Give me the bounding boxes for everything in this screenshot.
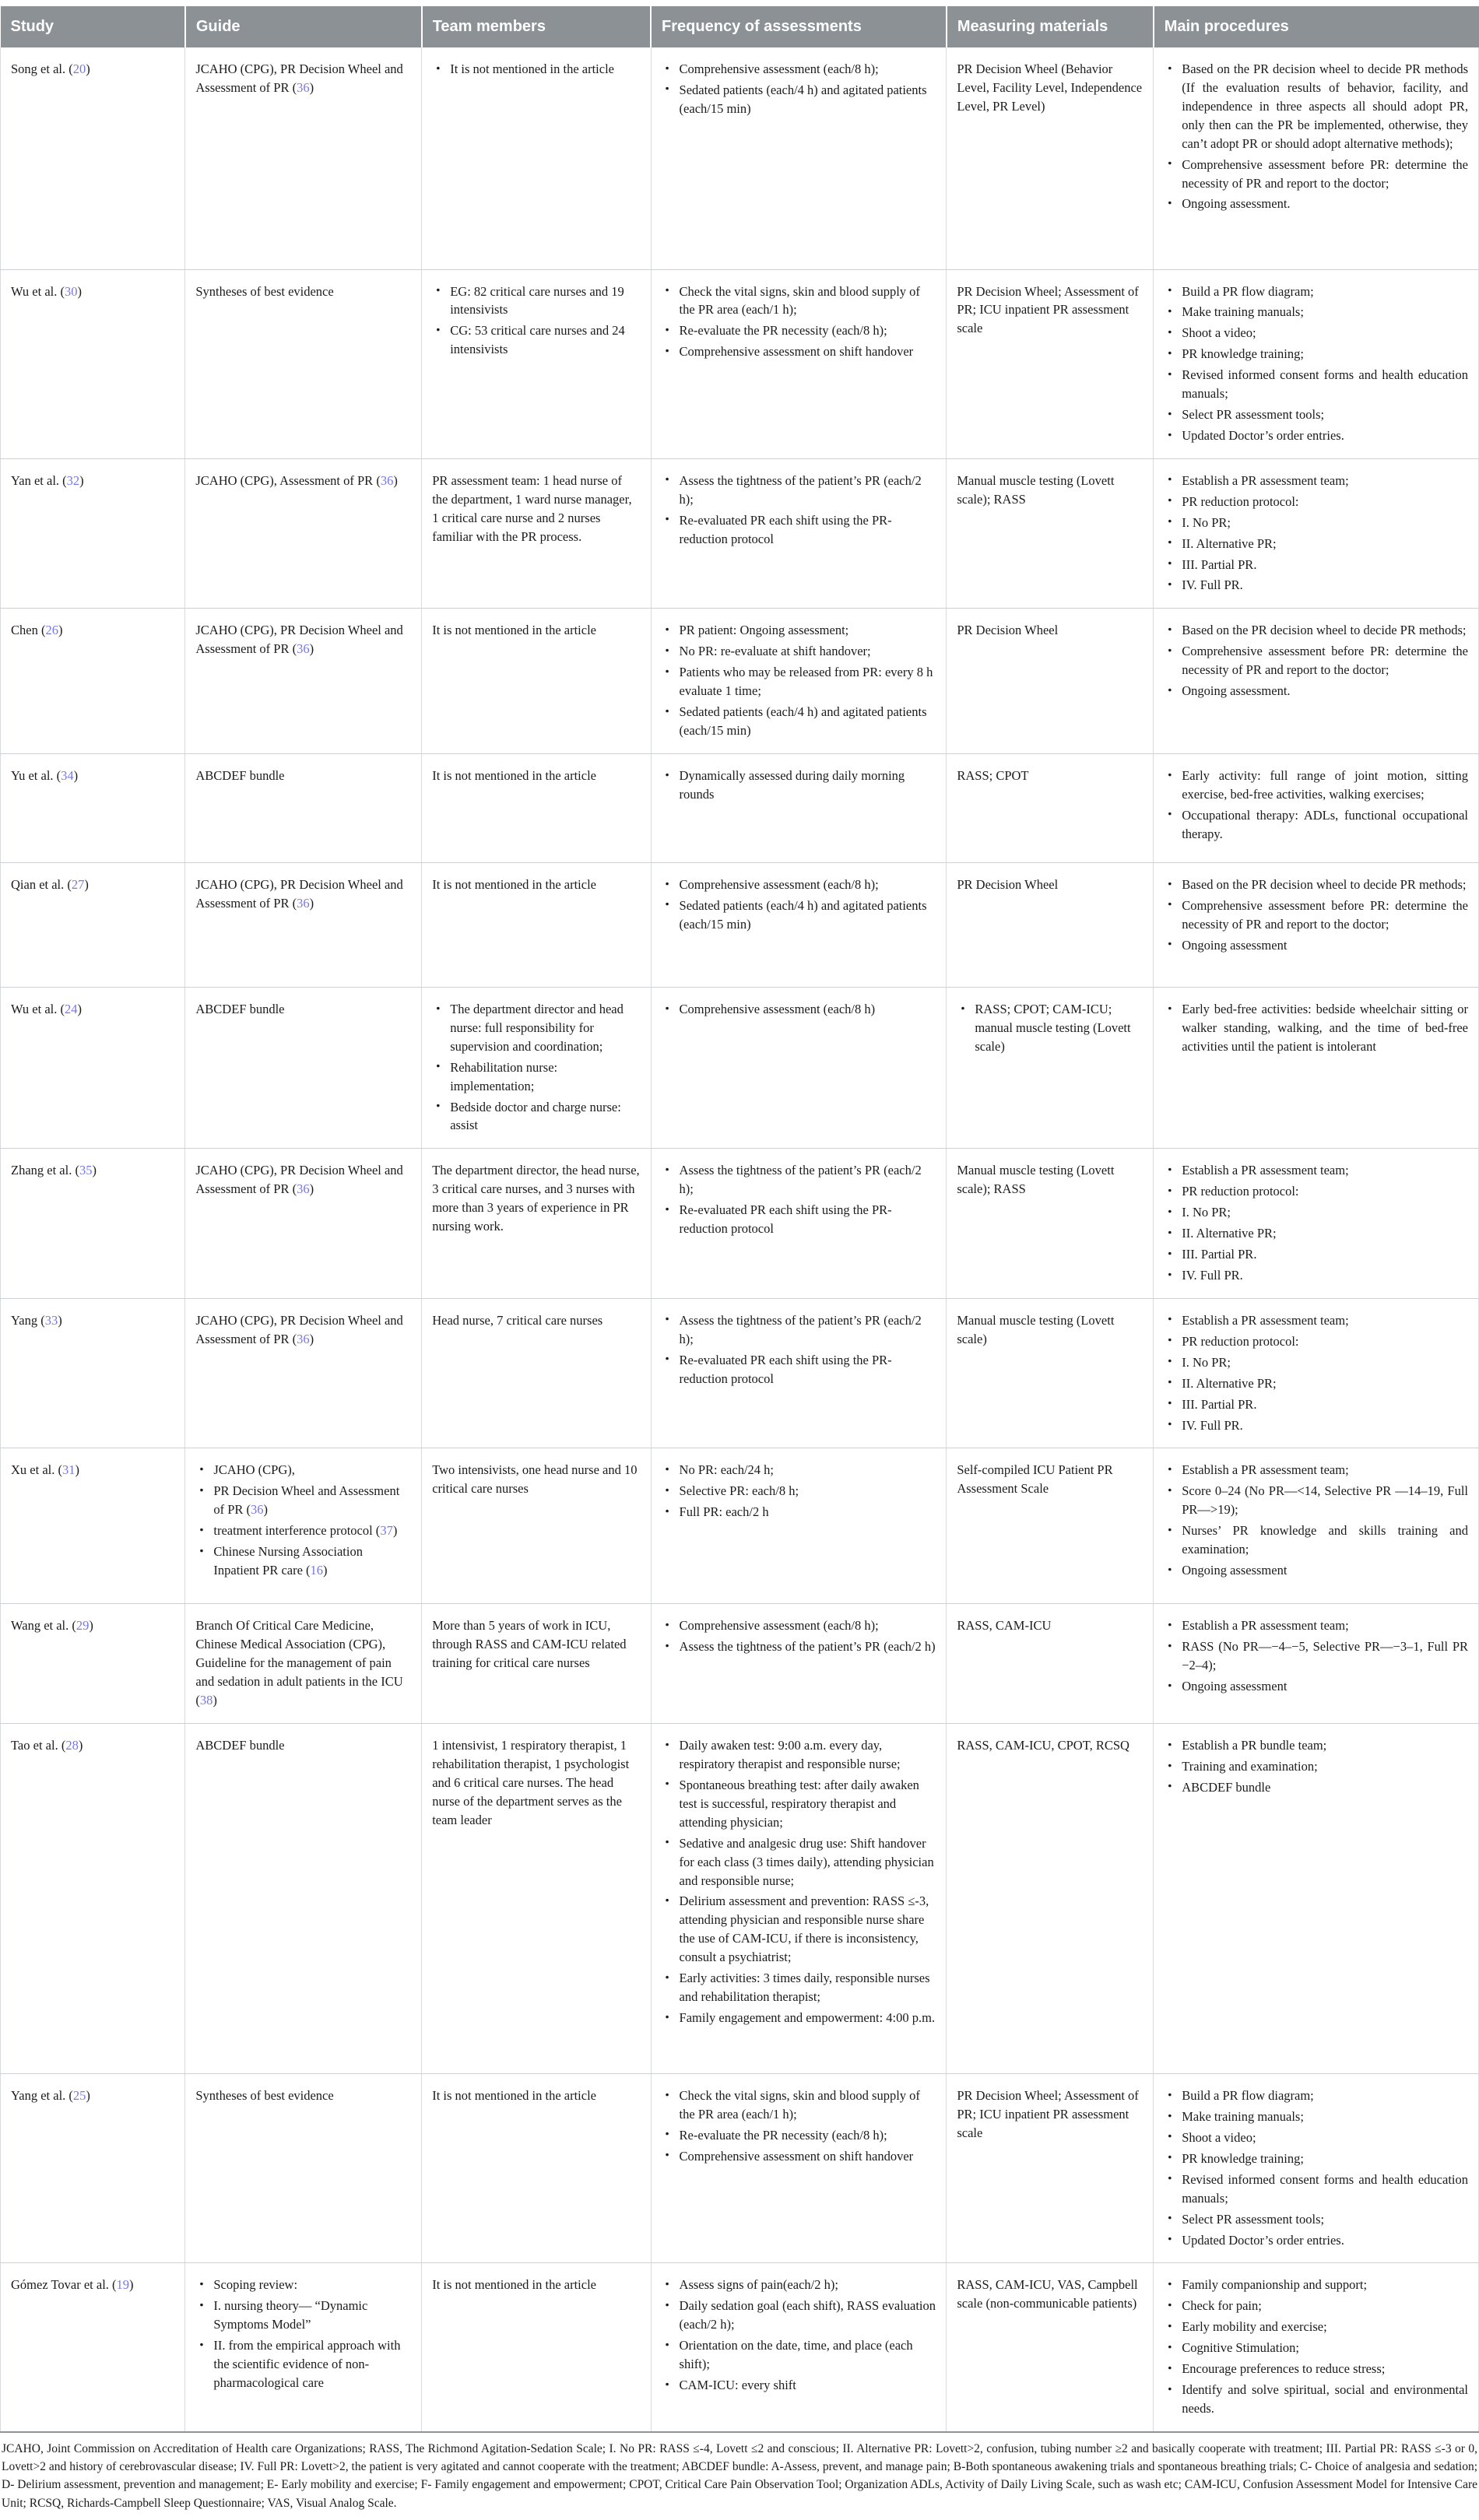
cell-line: ABCDEF bundle: [195, 1738, 285, 1753]
cell-main-procedures: [1154, 1298, 1479, 1448]
cell-line: RASS; CPOT: [957, 767, 1029, 783]
cell-study: [1, 2263, 185, 2432]
table-row: [1, 1298, 1479, 1448]
cell-line: ● Assess the tightness of the patient’s PR (each/2 h);: [662, 472, 936, 509]
citation-link[interactable]: 36: [251, 1502, 264, 1518]
cell-line: PR Decision Wheel; Assessment of PR; ICU inpatient PR assessment scale: [957, 2088, 1139, 2140]
cell-measuring-materials: [947, 1604, 1154, 1724]
citation-link[interactable]: 32: [66, 472, 80, 488]
cell-team-members: [422, 2074, 651, 2263]
cell-line: PR Decision Wheel: [957, 623, 1059, 638]
cell-line: ● Family companionship and support;: [1164, 2276, 1468, 2294]
cell-line: ● PR knowledge training;: [1164, 345, 1468, 363]
table-row: [1, 609, 1479, 754]
cell-line: ABCDEF bundle: [195, 1001, 285, 1016]
citation-link[interactable]: 35: [79, 1163, 93, 1178]
cell-study: [1, 987, 185, 1148]
cell-line: ● Nurses’ PR knowledge and skills training and examination;: [1164, 1521, 1468, 1559]
citation-link[interactable]: 33: [44, 1312, 58, 1328]
cell-main-procedures: [1154, 862, 1479, 987]
column-header-measuring-materials: Measuring materials: [947, 6, 1154, 47]
cell-line: ● Assess the tightness of the patient’s PR (each/2 h);: [662, 1161, 936, 1199]
cell-main-procedures: [1154, 269, 1479, 458]
cell-line: ● Re-evaluated PR each shift using the PR-reduction protocol: [662, 511, 936, 549]
cell-line: ● Comprehensive assessment on shift handover: [662, 2147, 936, 2166]
cell-guide: [185, 458, 422, 609]
cell-main-procedures: [1154, 1149, 1479, 1299]
cell-line: ● Check the vital signs, skin and blood supply of the PR area (each/1 h);: [662, 2087, 936, 2124]
cell-main-procedures: [1154, 1724, 1479, 2074]
cell-frequency: [651, 1298, 947, 1448]
cell-frequency: [651, 458, 947, 609]
cell-team-members: [422, 269, 651, 458]
footnote: JCAHO, Joint Commission on Accreditation of Health care Organizations; RASS, The Richmond Agitation-Sedation Scale; I. No PR: RASS ≤-4, Lovett ≤2 and conscious; II. Alternative PR: Lovett>2, confusion, tubing number ≥2 and basically cooperate with treatment; III. Partial PR: RASS ≤-3 or 0, Lovett>2 and history of cerebrovascular disease; IV. Full PR: Lovett>2, the patient is very agitated and cannot cooperate with the treatment; ABCDEF bundle: A-Assess, prevent, and manage pain; B-Both spontaneous awakening trials and spontaneous breathing trials; C- Choice of analgesia and sedation; D- Delirium assessment, prevention and management; E- Early mobility and exercise; F- Family engagement and empowerment; CPOT, Critical Care Pain Observation Tool; Organization ADLs, Activity of Daily Living Scale, such as wash etc; CAM-ICU, Confusion Assessment Model for Intensive Care Unit; RCSQ, Richards-Campbell Sleep Questionnaire; VAS, Visual Analog Scale.: [2, 2441, 1477, 2510]
cell-line: The department director, the head nurse, 3 critical care nurses, and 3 nurses with more than 3 years of experience in PR nursing work.: [432, 1163, 640, 1234]
column-header-main-procedures: Main procedures: [1154, 6, 1479, 47]
cell-line: ● No PR: each/24 h;: [662, 1461, 936, 1479]
citation-link[interactable]: 29: [76, 1618, 90, 1634]
cell-line: ● Revised informed consent forms and health education manuals;: [1164, 2171, 1468, 2208]
cell-study: [1, 1298, 185, 1448]
table-row: [1, 1604, 1479, 1724]
cell-study: [1, 269, 185, 458]
cell-line: ● IV. Full PR.: [1164, 1266, 1468, 1285]
cell-line: Yu et al. (34): [11, 767, 79, 783]
cell-line: ● CAM-ICU: every shift: [662, 2376, 936, 2395]
cell-study: [1, 458, 185, 609]
cell-line: ● Identify and solve spiritual, social and environmental needs.: [1164, 2381, 1468, 2418]
cell-line: Self-compiled ICU Patient PR Assessment Scale: [957, 1462, 1113, 1497]
cell-line: ● Assess the tightness of the patient’s PR (each/2 h): [662, 1637, 936, 1656]
cell-line: JCAHO (CPG), Assessment of PR (36): [195, 472, 398, 488]
cell-guide: [185, 1298, 422, 1448]
citation-link[interactable]: 38: [199, 1693, 213, 1708]
cell-line: Wu et al. (24): [11, 1001, 82, 1016]
cell-line: ● I. No PR;: [1164, 1203, 1468, 1222]
cell-measuring-materials: [947, 47, 1154, 269]
cell-frequency: [651, 47, 947, 269]
cell-team-members: [422, 1298, 651, 1448]
cell-line: ● Comprehensive assessment before PR: determine the necessity of PR and report to the doctor;: [1164, 642, 1468, 679]
cell-guide: [185, 2074, 422, 2263]
cell-line: ● Ongoing assessment.: [1164, 195, 1468, 213]
cell-study: [1, 1448, 185, 1604]
citation-link[interactable]: 19: [116, 2277, 130, 2293]
cell-line: Qian et al. (27): [11, 876, 89, 892]
cell-line: ● Assess signs of pain(each/2 h);: [662, 2276, 936, 2294]
cell-line: ● Full PR: each/2 h: [662, 1503, 936, 1521]
cell-line: It is not mentioned in the article: [432, 623, 596, 638]
cell-frequency: [651, 1149, 947, 1299]
cell-line: More than 5 years of work in ICU, through RASS and CAM-ICU related training for critical care nurses: [432, 1618, 627, 1671]
cell-line: ● ABCDEF bundle: [1164, 1778, 1468, 1797]
cell-line: ● Sedated patients (each/4 h) and agitated patients (each/15 min): [662, 703, 936, 740]
cell-main-procedures: [1154, 2074, 1479, 2263]
cell-line: ● II. Alternative PR;: [1164, 535, 1468, 553]
cell-guide: [185, 1604, 422, 1724]
citation-link[interactable]: 36: [380, 472, 394, 488]
cell-line: ● treatment interference protocol (37): [195, 1521, 411, 1540]
cell-line: ● Orientation on the date, time, and place (each shift);: [662, 2336, 936, 2374]
cell-line: It is not mentioned in the article: [432, 2088, 596, 2104]
cell-line: ● III. Partial PR.: [1164, 556, 1468, 574]
cell-line: Manual muscle testing (Lovett scale); RASS: [957, 472, 1115, 507]
cell-line: PR assessment team: 1 head nurse of the department, 1 ward nurse manager, 1 critical care nurse and 2 nurses familiar with the PR process.: [432, 472, 632, 544]
cell-line: ● Based on the PR decision wheel to decide PR methods (If the evaluation results of behavior, facility, and independence in three aspects all should adopt PR, only then can the PR be implemented, otherwise, they can’t adopt PR or should adopt alternative methods);: [1164, 60, 1468, 153]
cell-line: ● PR reduction protocol:: [1164, 1182, 1468, 1201]
cell-line: Zhang et al. (35): [11, 1163, 97, 1178]
cell-line: ● Check the vital signs, skin and blood supply of the PR area (each/1 h);: [662, 283, 936, 320]
cell-guide: [185, 1724, 422, 2074]
cell-line: PR Decision Wheel (Behavior Level, Facility Level, Independence Level, PR Level): [957, 61, 1143, 114]
cell-line: JCAHO (CPG), PR Decision Wheel and Assessment of PR (36): [195, 1312, 403, 1346]
cell-line: ● Updated Doctor’s order entries.: [1164, 2231, 1468, 2250]
cell-frequency: [651, 987, 947, 1148]
cell-line: ● Daily awaken test: 9:00 a.m. every day, respiratory therapist and responsible nurse;: [662, 1736, 936, 1774]
column-header-guide: Guide: [185, 6, 422, 47]
cell-team-members: [422, 987, 651, 1148]
cell-line: ● JCAHO (CPG),: [195, 1461, 411, 1479]
cell-guide: [185, 1149, 422, 1299]
cell-team-members: [422, 458, 651, 609]
cell-line: ● CG: 53 critical care nurses and 24 intensivists: [432, 321, 640, 359]
cell-line: ● Establish a PR assessment team;: [1164, 1311, 1468, 1330]
cell-line: ● Establish a PR assessment team;: [1164, 472, 1468, 490]
cell-measuring-materials: [947, 458, 1154, 609]
cell-line: ● Re-evaluate the PR necessity (each/8 h);: [662, 2126, 936, 2145]
citation-link[interactable]: 31: [61, 1462, 76, 1478]
cell-study: [1, 1604, 185, 1724]
cell-line: ● Comprehensive assessment (each/8 h);: [662, 60, 936, 79]
cell-line: ● Ongoing assessment: [1164, 1677, 1468, 1696]
citation-link[interactable]: 28: [65, 1738, 79, 1753]
cell-study: [1, 862, 185, 987]
cell-line: ● Check for pain;: [1164, 2297, 1468, 2315]
cell-guide: [185, 609, 422, 754]
cell-line: ● II. Alternative PR;: [1164, 1224, 1468, 1243]
cell-line: ● PR knowledge training;: [1164, 2150, 1468, 2168]
cell-guide: [185, 862, 422, 987]
cell-line: ● I. nursing theory— “Dynamic Symptoms Model”: [195, 2297, 411, 2334]
cell-line: ● Build a PR flow diagram;: [1164, 2087, 1468, 2105]
cell-line: Wu et al. (30): [11, 283, 82, 299]
citation-link[interactable]: 36: [297, 1181, 310, 1197]
cell-line: ● Cognitive Stimulation;: [1164, 2339, 1468, 2357]
cell-measuring-materials: [947, 1149, 1154, 1299]
cell-study: [1, 47, 185, 269]
table-row: [1, 1149, 1479, 1299]
cell-line: ● Establish a PR assessment team;: [1164, 1616, 1468, 1635]
cell-study: [1, 1149, 185, 1299]
cell-study: [1, 753, 185, 862]
cell-team-members: [422, 753, 651, 862]
cell-line: ● Bedside doctor and charge nurse: assist: [432, 1098, 640, 1135]
cell-line: ● Comprehensive assessment before PR: determine the necessity of PR and report to the doctor;: [1164, 156, 1468, 193]
cell-guide: [185, 1448, 422, 1604]
cell-measuring-materials: [947, 1448, 1154, 1604]
cell-line: ● Establish a PR assessment team;: [1164, 1461, 1468, 1479]
cell-line: ● Chinese Nursing Association Inpatient PR care (16): [195, 1543, 411, 1580]
cell-main-procedures: [1154, 458, 1479, 609]
cell-team-members: [422, 1448, 651, 1604]
cell-main-procedures: [1154, 2263, 1479, 2432]
cell-line: JCAHO (CPG), PR Decision Wheel and Assessment of PR (36): [195, 623, 403, 657]
cell-line: ● Score 0–24 (No PR—<14, Selective PR —14–19, Full PR—>19);: [1164, 1482, 1468, 1519]
table-row: [1, 1448, 1479, 1604]
cell-frequency: [651, 609, 947, 754]
cell-line: Manual muscle testing (Lovett scale); RASS: [957, 1163, 1115, 1197]
cell-frequency: [651, 862, 947, 987]
cell-main-procedures: [1154, 609, 1479, 754]
table-row: [1, 2074, 1479, 2263]
table-row: [1, 1724, 1479, 2074]
cell-measuring-materials: [947, 1298, 1154, 1448]
cell-line: Syntheses of best evidence: [195, 2088, 334, 2104]
cell-measuring-materials: [947, 1724, 1154, 2074]
cell-line: JCAHO (CPG), PR Decision Wheel and Assessment of PR (36): [195, 61, 403, 95]
cell-line: ● Sedated patients (each/4 h) and agitated patients (each/15 min): [662, 81, 936, 118]
cell-line: ● PR Decision Wheel and Assessment of PR (36): [195, 1482, 411, 1519]
cell-line: ● Shoot a video;: [1164, 324, 1468, 342]
column-header-frequency: Frequency of assessments: [651, 6, 947, 47]
cell-line: ● Dynamically assessed during daily morning rounds: [662, 767, 936, 804]
cell-line: ● Updated Doctor’s order entries.: [1164, 426, 1468, 445]
cell-guide: [185, 987, 422, 1148]
cell-line: ● Delirium assessment and prevention: RASS ≤-3, attending physician and responsible nurse share the use of CAM-ICU, if there is inconsistency, consult a psychiatrist;: [662, 1892, 936, 1967]
cell-line: ● II. from the empirical approach with the scientific evidence of non-pharmacological care: [195, 2336, 411, 2392]
cell-line: ● IV. Full PR.: [1164, 576, 1468, 595]
cell-line: Gómez Tovar et al. (19): [11, 2277, 134, 2293]
citation-link[interactable]: 24: [64, 1001, 78, 1016]
citation-link[interactable]: 34: [61, 767, 74, 783]
cell-measuring-materials: [947, 2074, 1154, 2263]
citation-link[interactable]: 20: [72, 61, 86, 76]
cell-line: ● Comprehensive assessment (each/8 h): [662, 1000, 936, 1019]
cell-line: ● Family engagement and empowerment: 4:00 p.m.: [662, 2009, 936, 2027]
cell-main-procedures: [1154, 987, 1479, 1148]
cell-line: ● I. No PR;: [1164, 514, 1468, 532]
cell-line: ● Comprehensive assessment (each/8 h);: [662, 876, 936, 894]
cell-line: JCAHO (CPG), PR Decision Wheel and Assessment of PR (36): [195, 1163, 403, 1197]
cell-line: ● Select PR assessment tools;: [1164, 2210, 1468, 2229]
cell-line: ● III. Partial PR.: [1164, 1245, 1468, 1264]
cell-line: ● Comprehensive assessment (each/8 h);: [662, 1616, 936, 1635]
cell-line: ● Occupational therapy: ADLs, functional occupational therapy.: [1164, 806, 1468, 844]
cell-line: ● RASS (No PR—−4–−5, Selective PR—−3–1, Full PR −2–4);: [1164, 1637, 1468, 1675]
cell-team-members: [422, 1149, 651, 1299]
cell-line: ● Comprehensive assessment on shift handover: [662, 342, 936, 361]
cell-measuring-materials: [947, 753, 1154, 862]
cell-line: ● PR reduction protocol:: [1164, 1332, 1468, 1351]
cell-team-members: [422, 862, 651, 987]
cell-line: ● Encourage preferences to reduce stress;: [1164, 2360, 1468, 2378]
cell-line: ● Ongoing assessment: [1164, 1561, 1468, 1580]
cell-line: ● Establish a PR assessment team;: [1164, 1161, 1468, 1180]
cell-line: ● The department director and head nurse: full responsibility for supervision and coordination;: [432, 1000, 640, 1056]
cell-line: ● Selective PR: each/8 h;: [662, 1482, 936, 1500]
cell-line: ● Sedated patients (each/4 h) and agitated patients (each/15 min): [662, 897, 936, 934]
cell-frequency: [651, 1448, 947, 1604]
cell-line: ● Patients who may be released from PR: every 8 h evaluate 1 time;: [662, 663, 936, 700]
cell-line: ● Spontaneous breathing test: after daily awaken test is successful, respiratory therapist and attending physician;: [662, 1776, 936, 1832]
cell-line: ● PR patient: Ongoing assessment;: [662, 621, 936, 640]
cell-line: ● II. Alternative PR;: [1164, 1374, 1468, 1393]
cell-line: It is not mentioned in the article: [432, 876, 596, 892]
cell-line: ● Ongoing assessment.: [1164, 682, 1468, 700]
cell-measuring-materials: [947, 269, 1154, 458]
cell-line: ● Select PR assessment tools;: [1164, 405, 1468, 424]
cell-line: Song et al. (20): [11, 61, 90, 76]
cell-line: It is not mentioned in the article: [432, 2277, 596, 2293]
cell-line: Manual muscle testing (Lovett scale): [957, 1312, 1115, 1346]
studies-table: [0, 6, 1479, 2433]
cell-line: Xu et al. (31): [11, 1462, 79, 1478]
cell-line: ● Shoot a video;: [1164, 2129, 1468, 2147]
citation-link[interactable]: 36: [297, 895, 310, 911]
cell-line: Head nurse, 7 critical care nurses: [432, 1312, 603, 1328]
cell-line: ● EG: 82 critical care nurses and 19 intensivists: [432, 283, 640, 320]
cell-line: ● Early bed-free activities: bedside wheelchair sitting or walker standing, walking, and the time of bed-free activities until the patient is intolerant: [1164, 1000, 1468, 1056]
citation-link[interactable]: 26: [45, 623, 58, 638]
cell-line: ● Revised informed consent forms and health education manuals;: [1164, 366, 1468, 403]
cell-line: JCAHO (CPG), PR Decision Wheel and Assessment of PR (36): [195, 876, 403, 911]
cell-line: ● Re-evaluate the PR necessity (each/8 h);: [662, 321, 936, 340]
cell-line: ● No PR: re-evaluate at shift handover;: [662, 642, 936, 661]
cell-team-members: [422, 1724, 651, 2074]
cell-line: ● Make training manuals;: [1164, 303, 1468, 321]
cell-line: ● Training and examination;: [1164, 1757, 1468, 1776]
cell-line: ● PR reduction protocol:: [1164, 493, 1468, 511]
cell-line: It is not mentioned in the article: [432, 767, 596, 783]
cell-line: RASS, CAM-ICU, VAS, Campbell scale (non-communicable patients): [957, 2277, 1138, 2311]
cell-line: ● Comprehensive assessment before PR: determine the necessity of PR and report to the doctor;: [1164, 897, 1468, 934]
header-row: [1, 6, 1479, 47]
cell-line: ● It is not mentioned in the article: [432, 60, 640, 79]
cell-line: ● Rehabilitation nurse: implementation;: [432, 1058, 640, 1096]
column-header-study: Study: [1, 6, 185, 47]
cell-frequency: [651, 1724, 947, 2074]
cell-line: ● Establish a PR bundle team;: [1164, 1736, 1468, 1755]
cell-team-members: [422, 2263, 651, 2432]
table-row: [1, 458, 1479, 609]
citation-link[interactable]: 36: [297, 641, 310, 657]
cell-frequency: [651, 2074, 947, 2263]
cell-line: Yang et al. (25): [11, 2088, 90, 2104]
cell-main-procedures: [1154, 1604, 1479, 1724]
cell-team-members: [422, 1604, 651, 1724]
citation-link[interactable]: 25: [72, 2088, 86, 2104]
cell-guide: [185, 47, 422, 269]
cell-line: PR Decision Wheel: [957, 876, 1059, 892]
citation-link[interactable]: 16: [310, 1563, 324, 1578]
column-header-team-members: Team members: [422, 6, 651, 47]
cell-line: ● Re-evaluated PR each shift using the PR-reduction protocol: [662, 1351, 936, 1388]
cell-main-procedures: [1154, 753, 1479, 862]
cell-guide: [185, 2263, 422, 2432]
cell-frequency: [651, 269, 947, 458]
cell-study: [1, 2074, 185, 2263]
cell-main-procedures: [1154, 1448, 1479, 1604]
cell-line: ● I. No PR;: [1164, 1353, 1468, 1372]
cell-line: RASS, CAM-ICU, CPOT, RCSQ: [957, 1738, 1129, 1753]
cell-frequency: [651, 753, 947, 862]
cell-main-procedures: [1154, 47, 1479, 269]
citation-link[interactable]: 37: [380, 1523, 393, 1539]
cell-line: ● Assess the tightness of the patient’s PR (each/2 h);: [662, 1311, 936, 1349]
table-row: [1, 269, 1479, 458]
cell-measuring-materials: [947, 2263, 1154, 2432]
cell-line: ● Early activities: 3 times daily, responsible nurses and rehabilitation therapist;: [662, 1969, 936, 2006]
cell-line: ● III. Partial PR.: [1164, 1395, 1468, 1414]
cell-measuring-materials: [947, 987, 1154, 1148]
cell-measuring-materials: [947, 609, 1154, 754]
table-row: [1, 753, 1479, 862]
cell-line: ● Make training manuals;: [1164, 2108, 1468, 2126]
table-row: [1, 47, 1479, 269]
cell-team-members: [422, 609, 651, 754]
cell-line: Yang (33): [11, 1312, 62, 1328]
cell-line: ● Based on the PR decision wheel to decide PR methods;: [1164, 876, 1468, 894]
cell-line: ● Early activity: full range of joint motion, sitting exercise, bed-free activities, walking exercises;: [1164, 767, 1468, 804]
cell-line: 1 intensivist, 1 respiratory therapist, 1 rehabilitation therapist, 1 psychologist and 6 critical care nurses. The head nurse of the department serves as the team leader: [432, 1738, 630, 1827]
cell-frequency: [651, 2263, 947, 2432]
citation-link[interactable]: 36: [297, 79, 310, 95]
table-row: [1, 862, 1479, 987]
citation-link[interactable]: 30: [64, 283, 78, 299]
cell-measuring-materials: [947, 862, 1154, 987]
cell-guide: [185, 753, 422, 862]
cell-line: ● Sedative and analgesic drug use: Shift handover for each class (3 times daily), attending physician and responsible nurse;: [662, 1834, 936, 1890]
cell-study: [1, 609, 185, 754]
cell-study: [1, 1724, 185, 2074]
table-row: [1, 2263, 1479, 2432]
cell-line: RASS, CAM-ICU: [957, 1618, 1052, 1634]
cell-line: PR Decision Wheel; Assessment of PR; ICU inpatient PR assessment scale: [957, 283, 1139, 336]
table-row: [1, 987, 1479, 1148]
cell-line: ● RASS; CPOT; CAM-ICU; manual muscle testing (Lovett scale): [957, 1000, 1143, 1056]
table-body: [1, 47, 1479, 2432]
cell-line: Chen (26): [11, 623, 63, 638]
cell-line: ● Build a PR flow diagram;: [1164, 283, 1468, 301]
cell-line: Tao et al. (28): [11, 1738, 83, 1753]
cell-line: ● Ongoing assessment: [1164, 936, 1468, 955]
cell-line: Wang et al. (29): [11, 1618, 93, 1634]
cell-line: ● Daily sedation goal (each shift), RASS evaluation (each/2 h);: [662, 2297, 936, 2334]
cell-line: ● Early mobility and exercise;: [1164, 2318, 1468, 2336]
cell-line: Yan et al. (32): [11, 472, 84, 488]
cell-line: ● IV. Full PR.: [1164, 1416, 1468, 1435]
citation-link[interactable]: 36: [297, 1331, 310, 1346]
cell-line: Syntheses of best evidence: [195, 283, 334, 299]
cell-line: ● Re-evaluated PR each shift using the PR-reduction protocol: [662, 1201, 936, 1238]
cell-team-members: [422, 47, 651, 269]
cell-line: ● Based on the PR decision wheel to decide PR methods;: [1164, 621, 1468, 640]
cell-guide: [185, 269, 422, 458]
cell-line: Two intensivists, one head nurse and 10 critical care nurses: [432, 1462, 638, 1497]
cell-line: Branch Of Critical Care Medicine, Chinese Medical Association (CPG), Guideline for the management of pain and sedation in adult patients in the ICU (38): [195, 1618, 403, 1708]
cell-line: ● Scoping review:: [195, 2276, 411, 2294]
citation-link[interactable]: 27: [71, 876, 85, 892]
cell-frequency: [651, 1604, 947, 1724]
cell-line: ABCDEF bundle: [195, 767, 285, 783]
